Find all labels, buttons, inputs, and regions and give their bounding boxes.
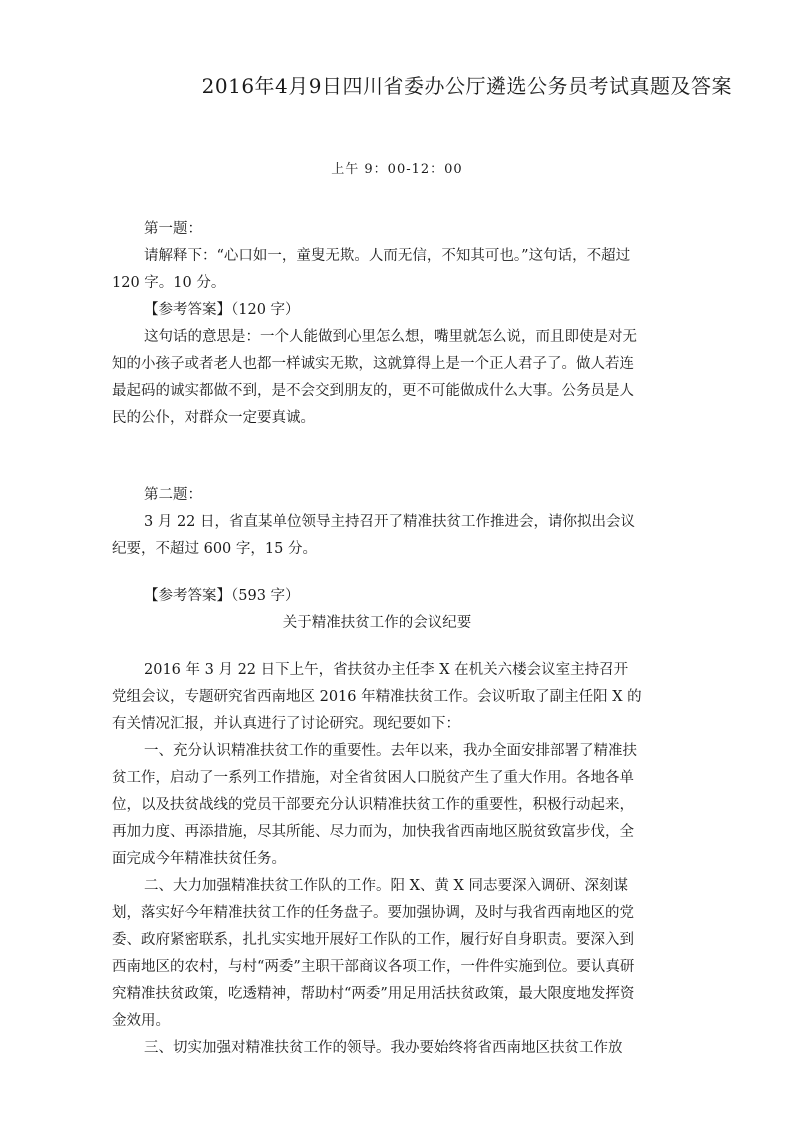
section-spacer [112, 563, 642, 583]
question-1-answer-label: 【参考答案】（120 字） [144, 302, 300, 318]
question-2-heading: 第二题： [144, 487, 202, 503]
document-body [112, 216, 642, 1062]
memo-paragraph-3: 三、切实加强对精准扶贫工作的领导。我办要始终将省西南地区扶贫工作放 [144, 1040, 623, 1056]
section-spacer [112, 637, 642, 657]
document-title: 2016年4月9日四川省委办公厅遴选公务员考试真题及答案 [201, 74, 732, 98]
memo-paragraph-1: 一、充分认识精准扶贫工作的重要性。去年以来，我办全面安排部署了精准扶贫工作，启动了一系列工作措施，对全省贫困人口脱贫产生了重大作用。各地各单位，以及扶贫战线的党员干部要充分认识精准扶贫工作的重要性，积极行动起来，再加力度、再添措施，尽其所能、尽力而为，加快我省西南地区脱贫致富步伐，全面完成今年精准扶贫任务。 [112, 743, 637, 867]
section-spacer [112, 432, 642, 482]
question-2-answer-label: 【参考答案】（593 字） [144, 588, 300, 604]
question-2-text: 3 月 22 日，省直某单位领导主持召开了精准扶贫工作推进会，请你拟出会议纪要，不超过 600 字，15 分。 [112, 514, 636, 557]
exam-time: 上午 9：00-12：00 [331, 162, 463, 177]
memo-paragraph-2: 二、大力加强精准扶贫工作队的工作。阳 X、黄 X 同志要深入调研、深刻谋划，落实好今年精准扶贫工作的任务盘子。要加强协调，及时与我省西南地区的党委、政府紧密联系，扎扎实实地开展好工作队的工作，履行好自身职责。要深入到西南地区的农村，与村“两委”主职干部商议各项工作，一件件实施到位。要认真研究精准扶贫政策，吃透精神，帮助村“两委”用足用活扶贫政策，最大限度地发挥资金效用。 [112, 878, 635, 1029]
question-1-text: 请解释下：“心口如一，童叟无欺。人而无信，不知其可也。”这句话，不超过 120 字。10 分。 [112, 248, 631, 291]
question-1-heading: 第一题： [144, 221, 202, 237]
question-1-answer: 这句话的意思是：一个人能做到心里怎么想，嘴里就怎么说，而且即使是对无知的小孩子或者老人也都一样诚实无欺，这就算得上是一个正人君子了。做人若连最起码的诚实都做不到，是不会交到朋友的，更不可能做成什么大事。公务员是人民的公仆，对群众一定要真诚。 [112, 329, 637, 426]
memo-title: 关于精准扶贫工作的会议纪要 [282, 615, 472, 631]
memo-paragraph-intro: 2016 年 3 月 22 日下上午，省扶贫办主任李 X 在机关六楼会议室主持召开党组会议，专题研究省西南地区 2016 年精准扶贫工作。会议听取了副主任阳 X 的有关情况汇报，并认真进行了讨论研究。现纪要如下： [112, 662, 642, 732]
